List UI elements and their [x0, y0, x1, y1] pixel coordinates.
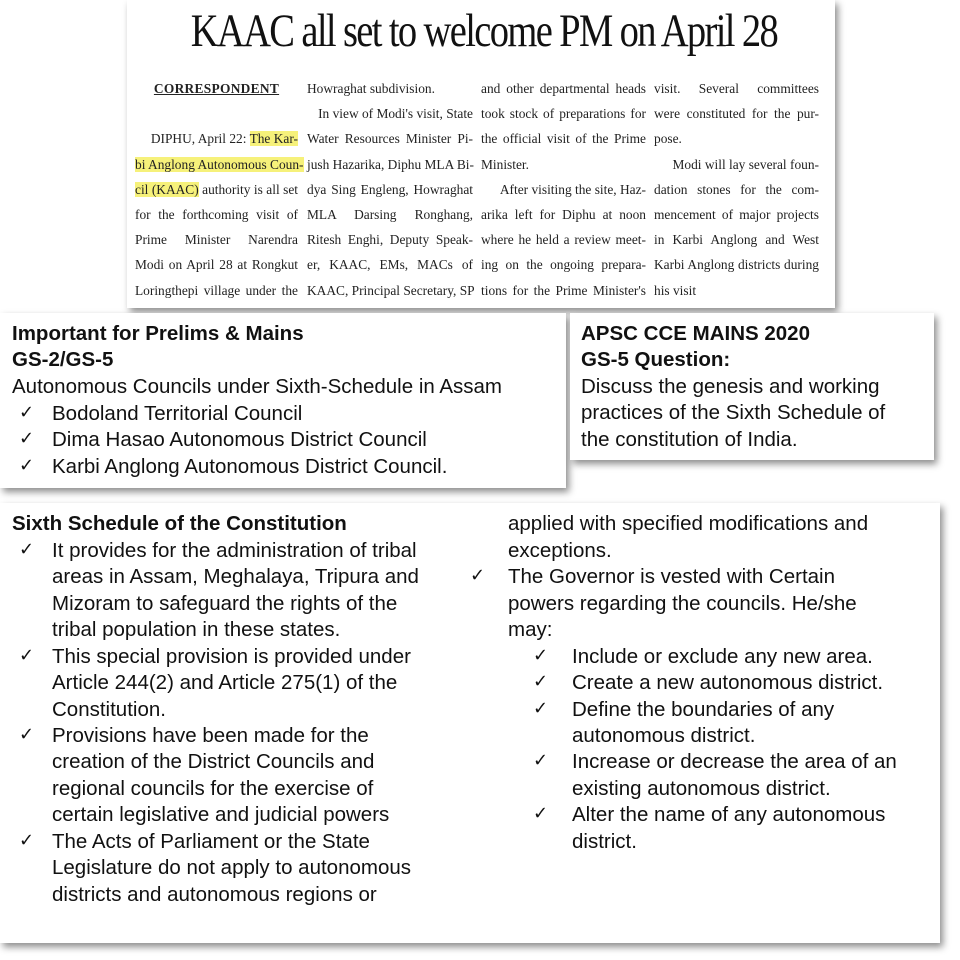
check-icon: ✓ [19, 645, 35, 666]
news-line: and other departmental heads [481, 81, 646, 96]
news-line: Water Resources Minister Pi- [307, 131, 473, 147]
governor-point-line: The Governor is vested with Certain [508, 565, 835, 588]
news-line: for the forthcoming visit of [135, 207, 298, 223]
news-column-4 [654, 76, 819, 303]
apsc-heading: APSC CCE MAINS 2020 [581, 322, 810, 345]
question-line: the constitution of India. [581, 428, 798, 451]
news-line: DIPHU, April 22: The Kar- [150, 131, 298, 147]
news-line: er, KAAC, EMs, MACs of [307, 257, 473, 273]
highlighted-text: cil (KAAC) [135, 181, 199, 197]
check-icon: ✓ [19, 539, 35, 560]
news-line: Karbi Anglong districts during [654, 257, 819, 273]
news-line: jush Hazarika, Diphu MLA Bi- [307, 156, 474, 172]
governor-power-item: Create a new autonomous district. [572, 671, 884, 694]
governor-power-item: Increase or decrease the area of an [572, 750, 897, 773]
gs-paper-heading: GS-2/GS-5 [12, 348, 114, 371]
highlighted-text: bi Anglong Autonomous Coun- [135, 156, 304, 172]
news-line: Loringthepi village under the [135, 282, 298, 298]
prelims-mains-box [0, 313, 566, 488]
council-item: Bodoland Territorial Council [52, 402, 303, 425]
news-line: In view of Modi's visit, State [318, 106, 473, 122]
schedule-point-line: tribal population in these states. [52, 618, 341, 641]
news-line: Prime Minister Narendra [135, 232, 298, 248]
governor-power-item: autonomous district. [572, 724, 756, 747]
schedule-point-line: This special provision is provided under [52, 645, 411, 668]
sixth-schedule-heading: Sixth Schedule of the Constitution [12, 512, 347, 535]
news-line: his visit [654, 282, 697, 298]
schedule-point-line: It provides for the administration of tribal [52, 539, 417, 562]
news-line: took stock of preparations for [481, 106, 646, 122]
news-headline: KAAC all set to welcome PM on April 28 [190, 5, 778, 57]
schedule-point-line: Constitution. [52, 698, 166, 721]
check-icon: ✓ [19, 455, 35, 476]
governor-power-item: existing autonomous district. [572, 777, 831, 800]
news-line: dation stones for the com- [654, 181, 819, 197]
news-column-2 [307, 76, 473, 303]
news-line: MLA Darsing Ronghang, [307, 207, 473, 223]
news-line: KAAC, Principal Secretary, SP [307, 282, 475, 298]
news-column-3 [481, 76, 646, 303]
news-line: visit. Several committees [654, 81, 819, 96]
council-item: Dima Hasao Autonomous District Council [52, 428, 427, 451]
news-line: pose. [654, 131, 682, 147]
news-column-1 [135, 76, 304, 303]
news-byline: CORRESPONDENT [153, 81, 280, 96]
governor-power-item: district. [572, 830, 637, 853]
news-line: Minister. [481, 156, 529, 172]
check-icon: ✓ [533, 645, 549, 666]
news-line: in Karbi Anglong and West [654, 232, 819, 248]
news-line: arika left for Diphu at noon [481, 207, 646, 223]
governor-power-item: Alter the name of any autonomous [572, 803, 886, 826]
news-line: Modi on April 28 at Rongkut [135, 257, 298, 273]
news-line: the official visit of the Prime [481, 131, 646, 147]
councils-subtitle: Autonomous Councils under Sixth-Schedule in Assam [12, 375, 502, 398]
news-line: where he held a review meet- [481, 232, 646, 248]
schedule-point-line: exceptions. [508, 539, 612, 562]
check-icon: ✓ [19, 724, 35, 745]
check-icon: ✓ [19, 402, 35, 423]
news-line: ing on the ongoing prepara- [481, 257, 646, 273]
governor-power-item: Define the boundaries of any [572, 698, 835, 721]
news-line: After visiting the site, Haz- [499, 181, 646, 197]
governor-power-item: Include or exclude any new area. [572, 645, 873, 668]
news-line: Howraghat subdivision. [307, 81, 435, 96]
schedule-point-line: Mizoram to safeguard the rights of the [52, 592, 398, 615]
schedule-point-line: certain legislative and judicial powers [52, 803, 390, 826]
schedule-point-line: regional councils for the exercise of [52, 777, 374, 800]
council-item: Karbi Anglong Autonomous District Council. [52, 455, 448, 478]
news-line: cil (KAAC) authority is all set [135, 181, 298, 197]
prelims-heading: Important for Prelims & Mains [12, 322, 304, 345]
check-icon: ✓ [19, 830, 35, 851]
question-line: Discuss the genesis and working [581, 375, 880, 398]
check-icon: ✓ [533, 750, 549, 771]
apsc-question-box [570, 313, 934, 460]
newspaper-clipping [127, 0, 835, 308]
schedule-point-line: districts and autonomous regions or [52, 883, 377, 906]
check-icon: ✓ [533, 803, 549, 824]
check-icon: ✓ [470, 565, 486, 586]
news-line: Modi will lay several foun- [672, 156, 819, 172]
news-line: tions for the Prime Minister's [481, 282, 646, 298]
news-line: dya Sing Engleng, Howraghat [307, 181, 473, 197]
check-icon: ✓ [533, 698, 549, 719]
schedule-point-line: creation of the District Councils and [52, 750, 375, 773]
news-line: were constituted for the pur- [654, 106, 819, 122]
question-label: GS-5 Question: [581, 348, 731, 371]
news-line: mencement of major projects [654, 207, 819, 223]
news-line [135, 152, 304, 177]
schedule-point-line: Article 244(2) and Article 275(1) of the [52, 671, 398, 694]
sixth-schedule-box [0, 503, 940, 943]
schedule-point-line: applied with specified modifications and [508, 512, 869, 535]
check-icon: ✓ [533, 671, 549, 692]
check-icon: ✓ [19, 428, 35, 449]
news-line: Ritesh Enghi, Deputy Speak- [307, 232, 473, 248]
schedule-point-line: Legislature do not apply to autonomous [52, 856, 412, 879]
governor-point-line: may: [508, 618, 553, 641]
schedule-point-line: Provisions have been made for the [52, 724, 369, 747]
governor-point-line: powers regarding the councils. He/she [508, 592, 857, 615]
question-line: practices of the Sixth Schedule of [581, 401, 886, 424]
schedule-point-line: areas in Assam, Meghalaya, Tripura and [52, 565, 419, 588]
highlighted-text: The Kar- [249, 131, 298, 147]
schedule-point-line: The Acts of Parliament or the State [52, 830, 370, 853]
